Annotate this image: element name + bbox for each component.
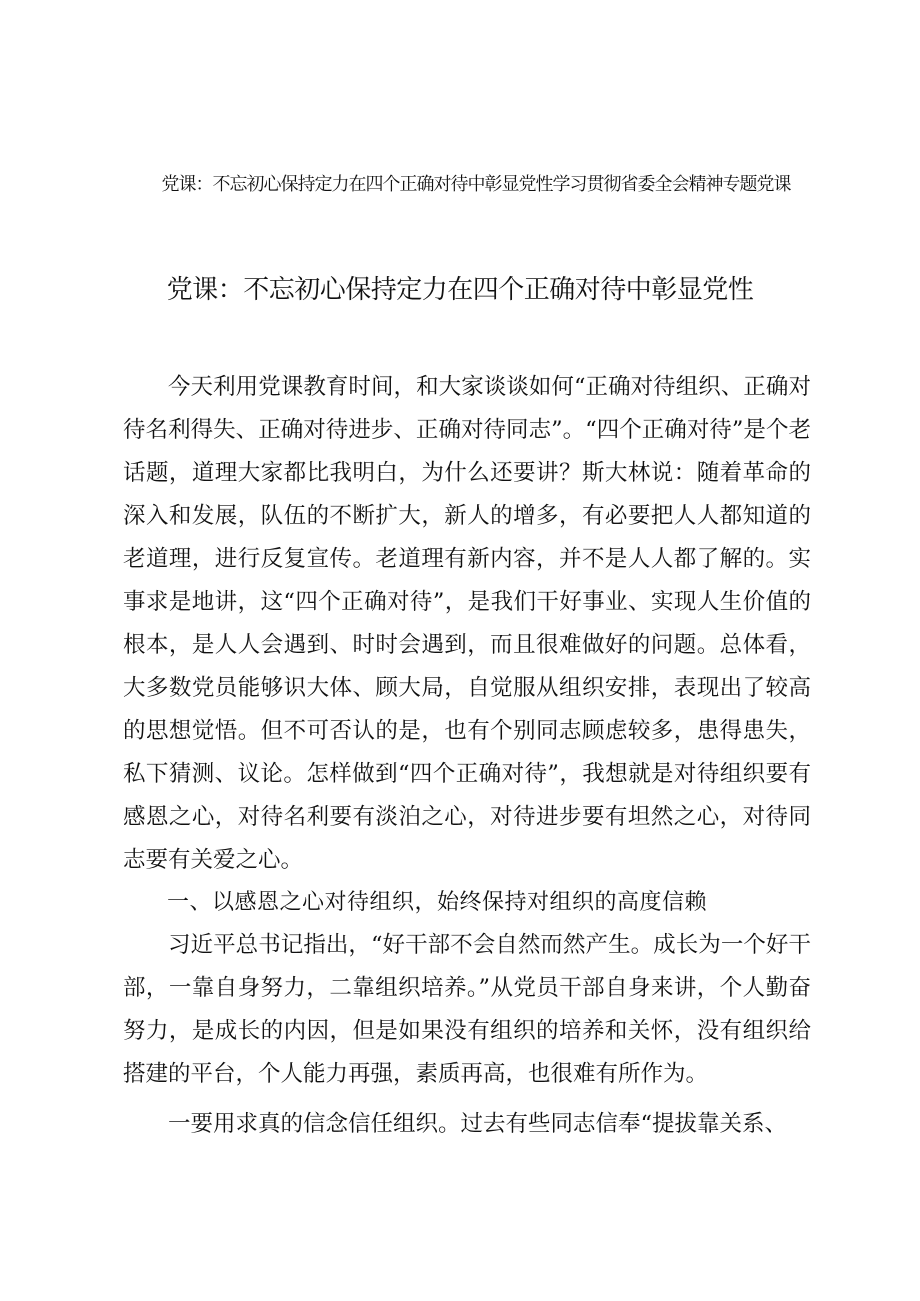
document-header: 党课：不忘初心保持定力在四个正确对待中彰显党性学习贯彻省委全会精神专题党课 <box>161 174 791 195</box>
intro-paragraph: 今天利用党课教育时间，和大家谈谈如何“正确对待组织、正确对待名利得失、正确对待进步、正确对待同志”。“四个正确对待”是个老话题，道理大家都比我明白，为什么还要讲？斯大林说：随着革命的深入和发展，队伍的不断扩大，新人的增多，有必要把人人都知道的老道理，进行反复宣传。老道理有新内容，并不是人人都了解的。实事求是地讲，这“四个正确对待”，是我们干好事业、实现人生价值的根本，是人人会遇到、时时会遇到，而且很难做好的问题。总体看，大多数党员能够识大体、顾大局，自觉服从组织安排，表现出了较高的思想觉悟。但不可否认的是，也有个别同志顾虑较多，患得患失，私下猜测、议论。怎样做到“四个正确对待”，我想就是对待组织要有感恩之心，对待名利要有淡泊之心，对待进步要有坦然之心，对待同志要有关爱之心。 <box>123 374 811 873</box>
section-heading-1: 一、以感恩之心对待组织，始终保持对组织的高度信赖 <box>167 890 708 915</box>
body-paragraph: 一要用求真的信念信任组织。过去有些同志信奉“提拔靠关系、 <box>168 1111 788 1137</box>
body-paragraph: 习近平总书记指出，“好干部不会自然而然产生。成长为一个好干部，一靠自身努力，二靠组织培养。”从党员干部自身来讲，个人勤奋努力，是成长的内因，但是如果没有组织的培养和关怀，没有组织给搭建的平台，个人能力再强，素质再高，也很难有所作为。 <box>123 932 811 1087</box>
document-body <box>123 366 811 1146</box>
document-title: 党课：不忘初心保持定力在四个正确对待中彰显党性 <box>166 275 754 305</box>
